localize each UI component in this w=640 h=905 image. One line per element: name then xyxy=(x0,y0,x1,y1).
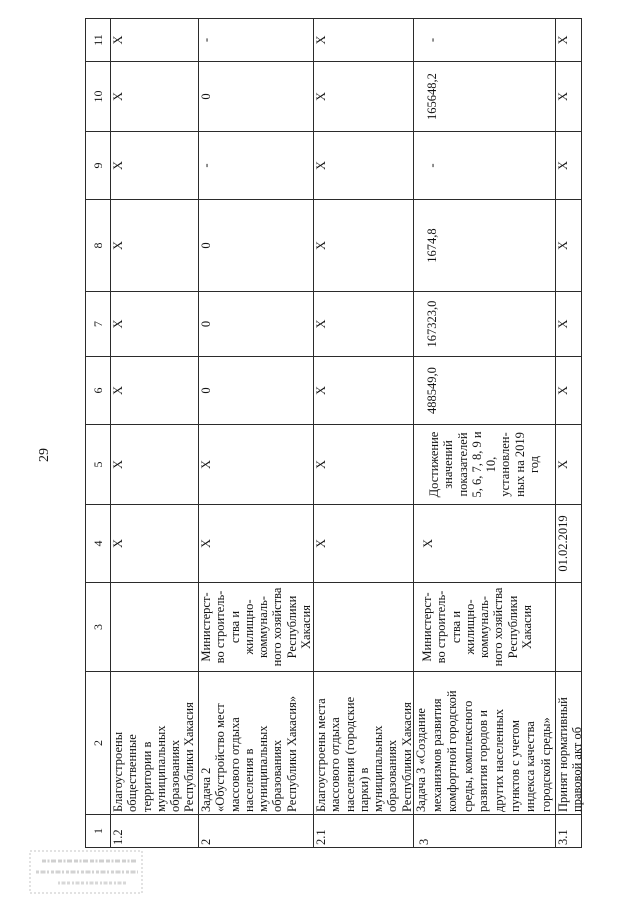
cell-text-line: X xyxy=(556,240,570,251)
cell-text-line: Благоустроены xyxy=(111,731,125,812)
cell-text-line: X xyxy=(111,35,125,45)
cell-text-line: 01.02.2019 xyxy=(556,515,570,572)
table-cell xyxy=(314,583,413,671)
cell-text-line: жилищно- xyxy=(462,599,477,655)
cell-text-line: 1.2 xyxy=(111,829,125,845)
cell-text-line: X xyxy=(314,160,328,171)
row-number-cell xyxy=(556,815,581,847)
stamp-mark xyxy=(28,849,144,895)
table-cell xyxy=(314,357,413,424)
cell-text-line: Задача 3 «Создание xyxy=(414,708,428,812)
cell-text-line: парки) в xyxy=(356,767,371,812)
cell-text-line: ных на 2019 xyxy=(512,432,527,497)
cell-text-line: 0 xyxy=(199,320,213,328)
table-cell xyxy=(414,292,555,356)
table-cell xyxy=(414,132,555,199)
cell-text-line: X xyxy=(111,538,125,549)
cell-text-line: X xyxy=(111,459,125,470)
cell-text-line: X xyxy=(314,385,328,396)
cell-text-line: муниципальных xyxy=(256,725,271,812)
table-grid xyxy=(85,18,585,848)
table-cell xyxy=(199,672,313,814)
cell-text-line: Министерст- xyxy=(420,592,434,662)
cell-text-line: образованиях xyxy=(168,739,183,812)
table-cell xyxy=(199,505,313,582)
cell-text-line: - xyxy=(199,37,213,43)
cell-text-line: 10, xyxy=(484,456,499,473)
cell-text-line: 0 xyxy=(199,93,213,100)
cell-text-line: X xyxy=(111,91,125,102)
table-cell xyxy=(314,62,413,131)
table-cell xyxy=(111,672,198,814)
cell-text-line: ного хозяйства xyxy=(491,587,506,667)
cell-text-line: Принят нормативный xyxy=(556,697,570,812)
row-number-cell xyxy=(111,815,198,847)
cell-text-line: Хакасия xyxy=(299,605,314,649)
table-cell xyxy=(111,19,198,61)
table-cell xyxy=(414,19,555,61)
cell-text-line: Министерст- xyxy=(199,592,213,662)
table-cell xyxy=(111,425,198,504)
cell-text-line: среды, комплексного xyxy=(460,700,475,812)
table-cell xyxy=(111,292,198,356)
cell-text-line: Республики Хакасия» xyxy=(284,695,299,812)
cell-text-line: Республики xyxy=(505,595,520,659)
table-cell xyxy=(314,425,413,504)
column-number-cell: 6 xyxy=(86,357,110,424)
plan-table xyxy=(85,18,585,848)
cell-text-line: X xyxy=(314,35,328,45)
cell-text-line: X xyxy=(314,91,328,102)
table-cell xyxy=(314,672,413,814)
cell-text-line: образованиях xyxy=(385,739,400,812)
cell-text-line: Хакасия xyxy=(520,605,535,649)
table-cell xyxy=(314,19,413,61)
table-cell xyxy=(199,19,313,61)
table-cell xyxy=(556,132,581,199)
cell-text-line: индекса качества xyxy=(523,721,538,812)
cell-text-line: комфортной городской xyxy=(445,690,460,812)
cell-text-line: коммуналь- xyxy=(477,596,492,658)
table-cell xyxy=(199,200,313,291)
cell-text-line: X xyxy=(111,160,125,171)
cell-text-line: 3 xyxy=(417,838,431,845)
table-cell xyxy=(314,505,413,582)
cell-text-line: 167323,0 xyxy=(425,300,439,348)
cell-text-line: муниципальных xyxy=(371,725,386,812)
column-number-cell: 11 xyxy=(86,19,110,61)
cell-text-line: «Обустройство мест xyxy=(213,703,228,812)
cell-text-line: Благоустроены места xyxy=(314,698,328,812)
cell-text-line: массового отдыха xyxy=(227,717,242,812)
table-cell xyxy=(556,583,581,671)
row-number-cell xyxy=(414,815,555,847)
cell-text-line: Республики xyxy=(284,595,299,659)
cell-text-line: установлен- xyxy=(498,432,513,497)
table-cell xyxy=(111,505,198,582)
table-cell xyxy=(414,200,555,291)
cell-text-line: коммуналь- xyxy=(256,596,271,658)
cell-text-line: показателей xyxy=(455,432,470,497)
cell-text-line: 3.1 xyxy=(556,829,570,845)
table-cell xyxy=(199,62,313,131)
cell-text-line: X xyxy=(314,240,328,251)
cell-text-line: ства и xyxy=(227,610,242,644)
cell-text-line: ного хозяйства xyxy=(270,587,285,667)
cell-text-line: других населенных xyxy=(491,708,506,812)
cell-text-line: муниципальных xyxy=(153,725,168,812)
column-number-cell: 1 xyxy=(86,815,110,847)
table-cell xyxy=(111,583,198,671)
cell-text-line: 5, 6, 7, 8, 9 и xyxy=(469,431,484,498)
cell-text-line: X xyxy=(314,459,328,470)
cell-text-line: территории в xyxy=(139,741,154,812)
cell-text-line: ства и xyxy=(448,610,463,644)
table-cell xyxy=(556,505,581,582)
cell-text-line: населения (городские xyxy=(342,696,357,812)
cell-text-line: во строитель- xyxy=(213,590,228,664)
cell-text-line: X xyxy=(556,319,570,329)
cell-text-line: общественные xyxy=(125,734,140,812)
page-number: 29 xyxy=(37,448,52,462)
table-cell xyxy=(199,132,313,199)
table-cell xyxy=(314,200,413,291)
column-number-cell: 9 xyxy=(86,132,110,199)
cell-text-line: 0 xyxy=(199,387,213,394)
cell-text-line: 1674,8 xyxy=(425,228,439,263)
column-number-cell: 7 xyxy=(86,292,110,356)
cell-text-line: Задача 2 xyxy=(199,767,213,812)
cell-text-line: 2 xyxy=(199,838,213,845)
table-cell xyxy=(111,357,198,424)
cell-text-line: X xyxy=(556,35,570,45)
table-cell xyxy=(111,62,198,131)
table-cell xyxy=(556,200,581,291)
cell-text-line: населения в xyxy=(241,748,256,812)
cell-text-line: во строитель- xyxy=(434,590,449,664)
cell-text-line: правовой акт об xyxy=(570,726,585,812)
column-number-cell: 4 xyxy=(86,505,110,582)
table-cell xyxy=(556,292,581,356)
column-number-cell: 10 xyxy=(86,62,110,131)
cell-text-line: 488549,0 xyxy=(425,367,439,414)
cell-text-line: Республики Хакасия xyxy=(182,702,197,812)
cell-text-line: - xyxy=(199,163,213,168)
cell-text-line: X xyxy=(111,319,125,329)
table-cell xyxy=(199,583,313,671)
cell-text-line: 2.1 xyxy=(314,829,328,845)
cell-text-line: образованиях xyxy=(270,739,285,812)
cell-text-line: Достижение xyxy=(427,431,441,498)
table-cell xyxy=(199,292,313,356)
table-cell xyxy=(556,425,581,504)
table-cell xyxy=(199,425,313,504)
cell-text-line: X xyxy=(199,459,213,470)
column-number-cell: 3 xyxy=(86,583,110,671)
cell-text-line: массового отдыха xyxy=(328,717,343,812)
table-cell xyxy=(111,132,198,199)
table-cell xyxy=(556,19,581,61)
table-cell xyxy=(556,357,581,424)
table-cell xyxy=(556,62,581,131)
cell-text-line: X xyxy=(556,385,570,396)
cell-text-line: X xyxy=(556,459,570,470)
cell-text-line: год xyxy=(527,455,542,474)
cell-text-line: X xyxy=(421,538,435,549)
cell-text-line: X xyxy=(556,160,570,171)
cell-text-line: 165648,2 xyxy=(425,73,439,120)
cell-text-line: развития городов и xyxy=(476,710,491,812)
cell-text-line: значений xyxy=(441,440,456,489)
cell-text-line: пунктов с учетом xyxy=(507,719,522,812)
table-cell xyxy=(556,672,585,814)
table-cell xyxy=(414,672,555,814)
cell-text-line: X xyxy=(314,538,328,549)
table-cell xyxy=(111,200,198,291)
column-number-cell: 2 xyxy=(86,672,110,814)
table-cell xyxy=(414,62,555,131)
column-number-cell: 8 xyxy=(86,200,110,291)
table-cell xyxy=(314,292,413,356)
cell-text-line: X xyxy=(314,319,328,329)
cell-text-line: X xyxy=(111,385,125,396)
cell-text-line: Республики Хакасия xyxy=(399,702,414,812)
cell-text-line: X xyxy=(199,538,213,549)
row-number-cell xyxy=(199,815,313,847)
cell-text-line: 0 xyxy=(199,242,213,249)
cell-text-line: механизмов развития xyxy=(429,698,444,812)
table-cell xyxy=(414,505,555,582)
cell-text-line: X xyxy=(111,240,125,251)
cell-text-line: городской среды» xyxy=(538,717,553,812)
table-cell xyxy=(414,357,555,424)
row-number-cell xyxy=(314,815,413,847)
table-cell xyxy=(414,583,555,671)
cell-text-line: - xyxy=(425,37,439,43)
column-number-cell: 5 xyxy=(86,425,110,504)
cell-text-line: X xyxy=(556,91,570,102)
table-cell xyxy=(199,357,313,424)
cell-text-line: - xyxy=(425,163,439,168)
table-cell xyxy=(314,132,413,199)
table-cell xyxy=(414,425,555,504)
cell-text-line: жилищно- xyxy=(241,599,256,655)
